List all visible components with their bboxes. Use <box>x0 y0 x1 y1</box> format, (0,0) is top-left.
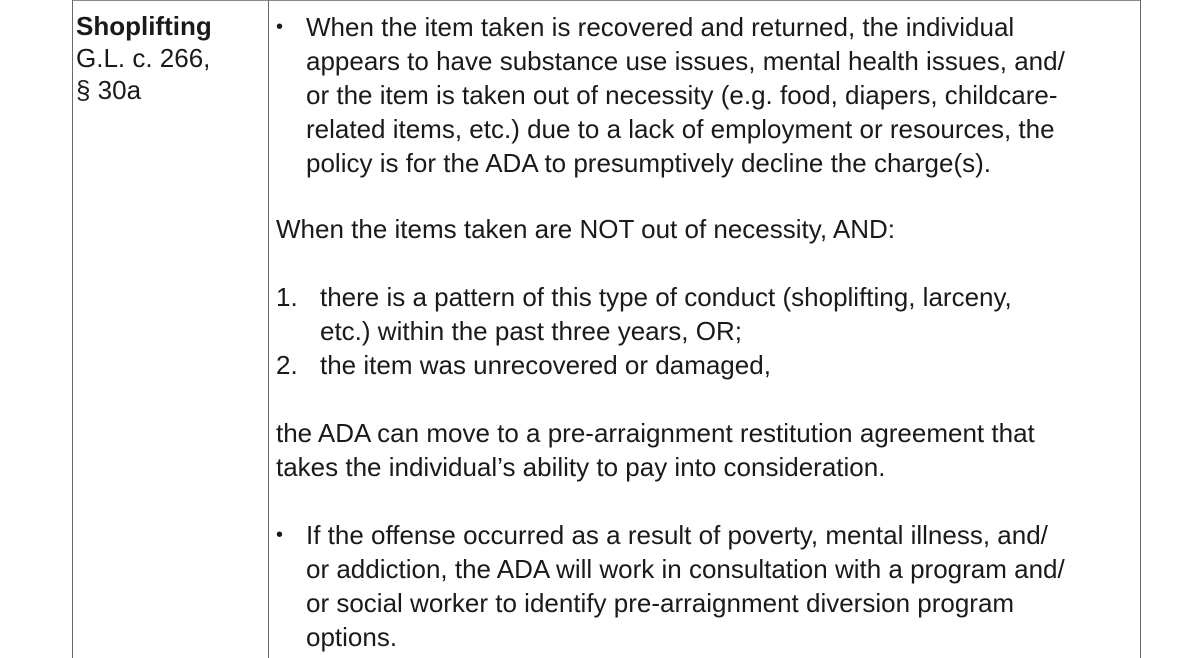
table-right-border <box>1140 0 1141 658</box>
offense-label-cell <box>76 10 264 106</box>
bullet-icon: • <box>276 16 284 38</box>
list-item-line: etc.) within the past three years, OR; <box>320 316 742 346</box>
bullet-text-line: appears to have substance use issues, mental health issues, and/ <box>306 46 1065 76</box>
bullet-text-line: related items, etc.) due to a lack of employment or resources, the <box>306 114 1055 144</box>
list-item <box>276 348 1136 382</box>
bullet-text-line: If the offense occurred as a result of poverty, mental illness, and/ <box>306 520 1048 550</box>
bullet-text-line: or the item is taken out of necessity (e.g. food, diapers, childcare- <box>306 80 1058 110</box>
restitution-line: the ADA can move to a pre-arraignment restitution agreement that <box>276 418 1035 448</box>
bullet-text-line: policy is for the ADA to presumptively decline the charge(s). <box>306 148 991 178</box>
table-column-divider <box>268 0 269 658</box>
list-item-number: 1. <box>276 282 298 312</box>
bullet-text-line: or addiction, the ADA will work in consultation with a program and/ <box>306 554 1065 584</box>
bullet-text-line: or social worker to identify pre-arraignment diversion program <box>306 588 1015 618</box>
list-item-line: there is a pattern of this type of conduct (shoplifting, larceny, <box>320 282 1012 312</box>
policy-bullet-recovered <box>276 10 1136 180</box>
list-item-line: the item was unrecovered or damaged, <box>320 350 771 380</box>
restitution-paragraph <box>276 416 1136 484</box>
offense-citation-line1: G.L. c. 266, <box>76 43 211 73</box>
bullet-text-line: When the item taken is recovered and returned, the individual <box>306 12 1015 42</box>
restitution-line: takes the individual’s ability to pay into consideration. <box>276 452 886 482</box>
list-item-number: 2. <box>276 350 298 380</box>
offense-citation-line2: § 30a <box>76 75 142 105</box>
table-top-border <box>72 0 1140 1</box>
policy-bullet-diversion <box>276 518 1136 654</box>
condition-list <box>276 280 1136 382</box>
bullet-text-line: options. <box>306 622 398 652</box>
condition-intro: When the items taken are NOT out of necessity, AND: <box>276 214 895 244</box>
policy-content-cell <box>276 10 1136 654</box>
list-item <box>276 280 1136 348</box>
bullet-icon: • <box>276 524 284 546</box>
offense-title: Shoplifting <box>76 11 212 41</box>
table-left-border <box>72 0 73 658</box>
